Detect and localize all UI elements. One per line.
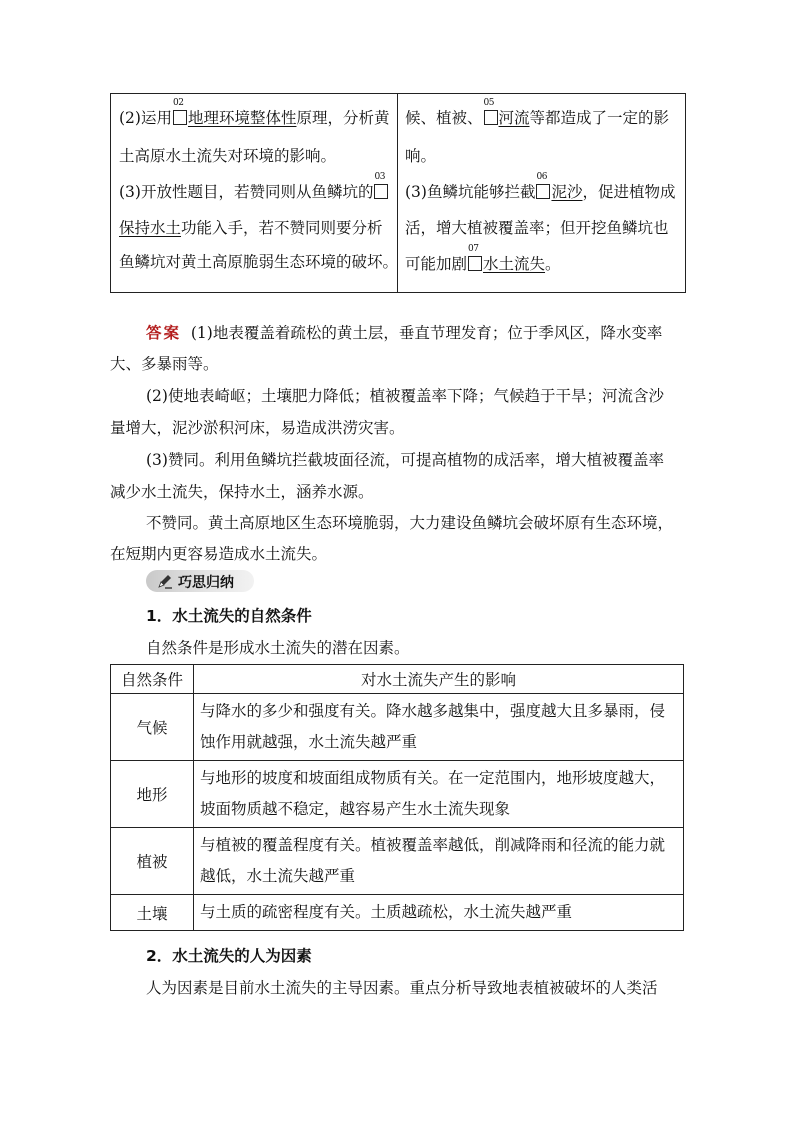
answer-guide-box — [110, 93, 686, 293]
impact-line: 与地形的坡度和坡面组成物质有关。在一定范围内，地形坡度越大， — [200, 769, 666, 787]
text: 可能加剧 — [405, 255, 468, 273]
underlined-answer: 水土流失 — [483, 255, 546, 273]
left-line-3 — [119, 172, 389, 202]
table-header-row — [111, 665, 684, 694]
text: 原理，分析黄 — [296, 109, 390, 127]
text: 。 — [545, 255, 561, 273]
underlined-answer: 河流 — [498, 109, 530, 127]
section-2-intro: 人为因素是目前水土流失的主导因素。重点分析导致地表植被破坏的人类活 — [146, 979, 658, 997]
underlined-answer: 地理环境整体性 — [187, 109, 297, 127]
blank-marker: 07 — [468, 256, 482, 271]
table-row — [111, 828, 684, 895]
natural-conditions-table — [110, 664, 684, 931]
underlined-answer: 泥沙 — [551, 183, 583, 201]
table-row — [111, 895, 684, 931]
left-line-2: 土高原水土流失对环境的影响。 — [119, 147, 337, 165]
factor-cell: 地形 — [111, 761, 194, 828]
answer-paragraph-1-cont: 大、多暴雨等。 — [110, 355, 219, 373]
table-row — [111, 694, 684, 761]
factor-cell: 植被 — [111, 828, 194, 895]
left-line-5: 鱼鳞坑对黄土高原脆弱生态环境的破坏。 — [119, 253, 399, 271]
tip-label: 巧思归纳 — [178, 575, 234, 591]
text: (3)开放性题目，若赞同则从鱼鳞坑的 — [119, 183, 374, 201]
answer-paragraph-3-cont: 减少水土流失，保持水土，涵养水源。 — [110, 483, 374, 501]
impact-line: 越低，水土流失越严重 — [200, 867, 356, 885]
answer-paragraph-2: (2)使地表崎岖；土壤肥力降低；植被覆盖率下降；气候趋于干旱；河流含沙 — [146, 387, 664, 405]
blank-marker: 05 — [484, 110, 498, 125]
text: 功能入手，若不赞同则要分析 — [181, 219, 383, 237]
text: (2)运用 — [119, 109, 172, 127]
left-line-1 — [119, 98, 390, 128]
answer-label: 答案 — [146, 323, 182, 342]
answer-paragraph-4: 不赞同。黄土高原地区生态环境脆弱，大力建设鱼鳞坑会破坏原有生态环境， — [146, 514, 674, 532]
right-line-4: 活，增大植被覆盖率；但开挖鱼鳞坑也 — [405, 219, 669, 237]
right-line-5 — [405, 244, 561, 274]
impact-cell — [194, 828, 684, 895]
answer-paragraph-1 — [146, 321, 662, 343]
text: 等都造成了一定的影 — [529, 109, 670, 127]
factor-cell: 土壤 — [111, 895, 194, 931]
text: 候、植被、 — [405, 109, 483, 127]
table-row — [111, 761, 684, 828]
impact-line: 蚀作用就越强，水土流失越严重 — [200, 733, 418, 751]
header-factor: 自然条件 — [111, 665, 194, 694]
header-impact: 对水土流失产生的影响 — [194, 665, 684, 694]
underlined-answer: 保持水土 — [119, 219, 182, 237]
right-line-3 — [405, 172, 676, 202]
impact-line: 坡面物质越不稳定，越容易产生水土流失现象 — [200, 800, 511, 818]
impact-cell — [194, 761, 684, 828]
right-line-1 — [405, 98, 670, 128]
impact-line: 与植被的覆盖程度有关。植被覆盖率越低，削减降雨和径流的能力就 — [200, 836, 666, 854]
answer-paragraph-4-cont: 在短期内更容易造成水土流失。 — [110, 545, 328, 563]
factor-cell: 气候 — [111, 694, 194, 761]
blank-marker: 03 — [374, 184, 388, 199]
text: (3)鱼鳞坑能够拦截 — [405, 183, 536, 201]
impact-cell — [194, 895, 684, 931]
text: (1)地表覆盖着疏松的黄土层，垂直节理发育；位于季风区，降水变率 — [190, 324, 663, 342]
section-2-heading: 2．水土流失的人为因素 — [146, 947, 312, 965]
blank-marker: 02 — [173, 110, 187, 125]
tip-badge — [146, 570, 254, 592]
section-1-heading: 1．水土流失的自然条件 — [146, 607, 312, 625]
impact-line: 与降水的多少和强度有关。降水越多越集中，强度越大且多暴雨，侵 — [200, 702, 666, 720]
text: ，促进植物成 — [582, 183, 676, 201]
answer-paragraph-2-cont: 量增大，泥沙淤积河床，易造成洪涝灾害。 — [110, 419, 405, 437]
left-line-4 — [119, 216, 383, 238]
section-1-intro: 自然条件是形成水土流失的潜在因素。 — [146, 639, 410, 657]
blank-marker: 06 — [536, 184, 550, 199]
pen-icon — [156, 572, 174, 590]
impact-cell — [194, 694, 684, 761]
right-line-2: 响。 — [405, 147, 437, 165]
impact-line: 与土质的疏密程度有关。土质越疏松，水土流失越严重 — [200, 903, 573, 921]
answer-paragraph-3: (3)赞同。利用鱼鳞坑拦截坡面径流，可提高植物的成活率，增大植被覆盖率 — [146, 451, 664, 469]
